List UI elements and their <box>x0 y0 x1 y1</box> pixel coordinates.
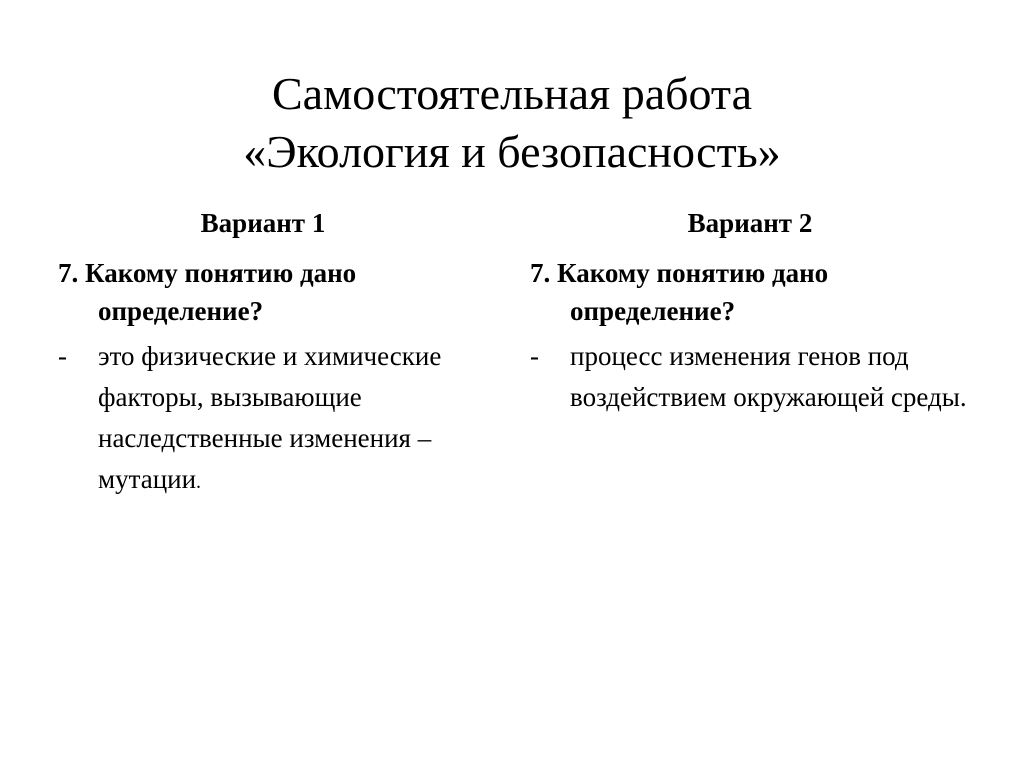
variant-1-heading: Вариант 1 <box>200 208 326 238</box>
variant-2-column <box>530 206 970 418</box>
variant-2-answer-text: процесс изменения генов под воздействием окружающей среды. <box>570 341 967 412</box>
variant-1-question: 7. Какому понятию дано определение? <box>58 258 357 326</box>
variant-1-answer-body: это физические и химические факторы, вызывающие наследственные изменения – мутации <box>98 341 442 494</box>
variant-1-answer-period: . <box>196 471 202 493</box>
variant-2-question: 7. Какому понятию дано определение? <box>530 258 829 326</box>
variant-1-answer-dash: - <box>58 341 67 371</box>
variant-2-heading: Вариант 2 <box>687 208 813 238</box>
slide-title <box>0 65 1024 181</box>
slide-title-line-2: «Экология и безопасность» <box>243 125 781 177</box>
variant-2-answer-dash: - <box>530 341 539 371</box>
variant-1-answer <box>58 336 488 503</box>
variant-1-column <box>58 206 488 503</box>
variant-1-answer-text <box>98 341 441 494</box>
variant-2-answer <box>530 336 970 418</box>
slide-title-line-1: Самостоятельная работа <box>272 67 752 119</box>
